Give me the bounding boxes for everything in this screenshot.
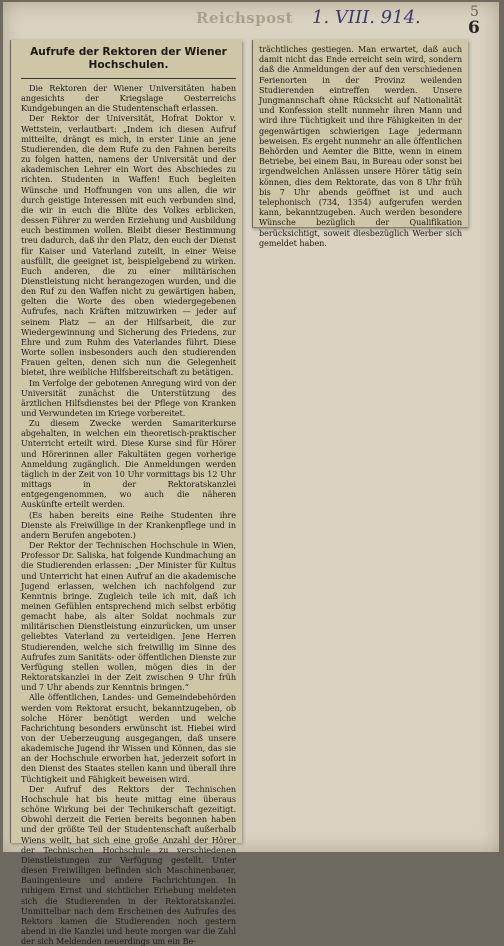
paragraph: Alle öffentlichen, Landes- und Gemeindebehörden werden vom Rektorat ersucht, bekanntzugeben, ob solche Hörer benötigt werden und welche Fachrichtung besonders erwünscht ist. Hiebei wird von der Ueberzeugung ausgegangen, daß unsere akademische Jugend ihr Wissen und Können, das sie an der Hochschule erworben hat, jederzeit sofort in den Dienst des Staates stellen kann und überall ihre Tüchtigkeit und Fähigkeit beweisen wird. [21, 692, 236, 784]
article-headline: Aufrufe der Rektoren der Wiener Hochschulen. [30, 46, 227, 71]
paragraph: Zu diesem Zwecke werden Samariterkurse abgehalten, in welchen ein theoretisch-praktischer Unterricht erteilt wird. Diese Kurse sind für Hörer und Hörerinnen aller Fakultäten gegen vorherige Anmeldung zugänglich. Die Anmeldungen werden täglich in der Zeit von 10 Uhr vormittags bis 12 Uhr mittags in der Rektoratskanzlei entgegengenommen, wo auch die näheren Auskünfte erteilt werden. [21, 418, 236, 510]
paragraph: Die Rektoren der Wiener Universitäten haben angesichts der Kriegslage Oesterreichs Kundgebungen an die Studentenschaft erlassen. [21, 83, 236, 114]
struck-page-number: 5 [470, 4, 479, 20]
paragraph: Der Aufruf des Rektors der Technischen Hochschule hat bis heute mittag eine überaus schöne Wirkung bei der Technikerschaft gezeitigt. Obwohl derzeit die Ferien bereits begonnen haben und der größte Teil der Studentenschaft außerhalb Wiens weilt, hat sich eine große Anzahl der Hörer der Technischen Hochschule zu verschiedenen Dienstleistungen zur Verfügung gestellt. Unter diesen Freiwilligen befinden sich Maschinenbauer, Bauingenieure und andere Fachrichtungen. In ruhigem Ernst und sichtlicher Erhebung meldeten sich die Studierenden in der Rektoratskanzlei. Unmittelbar nach dem Erscheinen des Aufrufes des Rektors kamen die Studierenden noch gestern abend in die Kanzlei und heute morgen war die Zahl der sich Meldenden neuerdings um ein Be- [21, 783, 236, 946]
page-number: 6 [468, 18, 480, 38]
paragraph: trächtliches gestiegen. Man erwartet, daß auch damit nicht das Ende erreicht sein wird, sondern daß die Anmeldungen der auf den verschiedenen Ferienorten in der Provinz weilenden Studierenden eintreffen werden. Unsere Jungmannschaft ohne Rücksicht auf Nationalität und Konfession stellt nunmehr ihren Mann und wird ihre Tüchtigkeit und ihre Fähigkeiten in der gegenwärtigen schwierigen Lage jedermann beweisen. Es ergeht nunmehr an alle öffentlichen Behörden und Aemter die Bitte, wenn in einem Betriebe, bei einem Bau, in Bureau oder sonst bei irgendwelchen Anlässen unsere Hörer tätig sein können, dies dem Rektorate, das von 8 Uhr früh bis 7 Uhr abends geöffnet ist und auch telephonisch (734, 1354) aufgerufen werden kann, bekanntzugeben. Auch werden besondere Wünsche bezüglich der Qualifikation berücksichtigt, soweit diesbezüglich Werber sich gemeldet haben. [259, 44, 462, 248]
clipping-column-1 [10, 40, 242, 946]
paragraph: (Es haben bereits eine Reihe Studenten ihre Dienste als Freiwillige in der Krankenpflege und in andern Berufen angeboten.) [21, 509, 236, 540]
clipping-column-2 [252, 40, 468, 248]
headline-rule [21, 78, 236, 79]
paragraph: Im Verfolge der gebotenen Anregung wird von der Universität zunächst die Unterstützung des ärztlichen Hilfsdienstes bei der Pflege von Kranken und Verwundeten im Kriege vorbereitet. [21, 377, 236, 418]
handwritten-date: 1. VIII. 914. [312, 7, 421, 28]
paragraph: Der Rektor der Technischen Hochschule in Wien, Professor Dr. Saliska, hat folgende Kundmachung an die Studierenden erlassen: „Der Minister für Kultus und Unterricht hat einen Aufruf an die akademische Jugend erlassen, welchen ich nachfolgend zur Kenntnis bringe. Zugleich teile ich mit, daß ich meinen Gefühlen entsprechend mich selbst erbötig gemacht habe, als alter Soldat nochmals zur militärischen Dienstleistung einzurücken, um unser geliebtes Vaterland zu verteidigen. Jene Herren Studierenden, welche sich freiwillig im Sinne des Aufrufes zum Sanitäts- oder öffentlichen Dienste zur Verfügung stellen wollen, mögen dies in der Rektoratskanzlei in der Zeit zwischen 9 Uhr früh und 7 Uhr abends zur Kenntnis bringen.“ [21, 540, 236, 693]
paragraph: Der Rektor der Universität, Hofrat Doktor v. Wettstein, verlautbart: „Indem ich diesen Aufruf mitteilte, drängt es mich, in erster Linie an jene Studierenden, die dem Rufe zu den Fahnen bereits zu folgen hatten, namens der Universität und der akademischen Lehrer ein Wort des Abschiedes zu richten. Studenten in Waffen! Euch begleiten Wünsche und Hoffnungen von uns allen, die wir durch geistige Interessen mit euch verbunden sind, die wir in euch die Blüte des Volkes erblicken, dessen Führer zu werden Erziehung und Ausbildung euch bestimmen wollen. Bleibt dieser Bestimmung treu dadurch, daß ihr den Platz, den euch der Dienst für Kaiser und Vaterland zuteilt, in einer Weise ausfüllt, die geeignet ist, beispielgebend zu wirken. Euch anderen, die zu einer militärischen Dienstleistung nicht herangezogen wurden, und die den Ruf zu den Waffen nicht zu gewärtigen haben, gelten die Worte des oben wiedergegebenen Aufrufes, nach Kräften mitzuwirken — jeder auf seinem Platz — an der Hilfsarbeit, die zur Wiedergewinnung und Sicherung des Friedens, zur Ehre und zum Ruhm des Vaterlandes führt. Diese Worte sollen insbesonders auch den studierenden Frauen gelten, denen sich nun die Gelegenheit bietet, ihre weibliche Hilfsbereitschaft zu betätigen. [21, 113, 236, 378]
source-stamp: Reichspost [196, 9, 294, 27]
